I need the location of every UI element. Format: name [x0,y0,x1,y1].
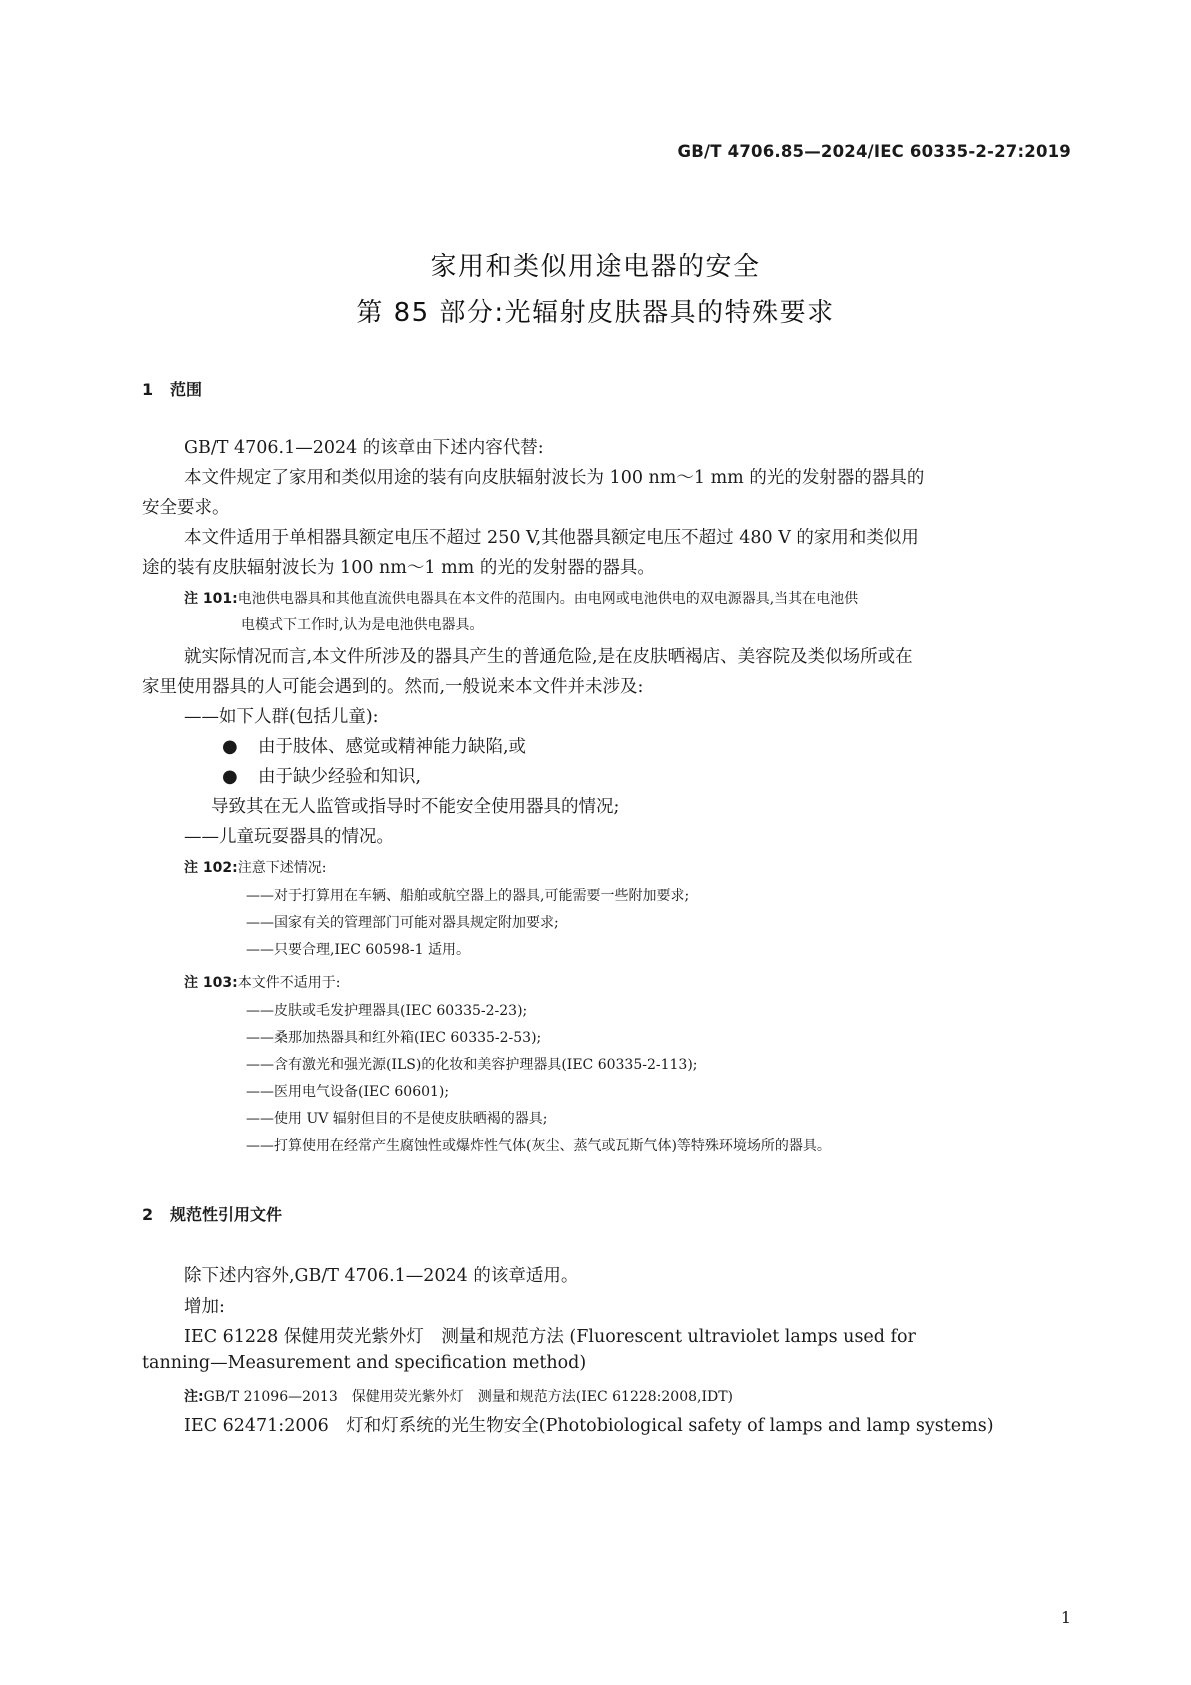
note-reference [184,1386,733,1406]
note-102-header [184,857,326,877]
note-101-line-2: 电模式下工作时,认为是电池供电器具。 [241,617,484,633]
bullet-text: 由于肢体、感觉或精神能力缺陷,或 [258,737,527,757]
document-title-line-2: 第 85 部分:光辐射皮肤器具的特殊要求 [356,298,835,328]
paragraph-apply-line-1: 本文件适用于单相器具额定电压不超过 250 V,其他器具额定电压不超过 480 V 的家用和类似用 [184,528,919,548]
document-title-line-1: 家用和类似用途电器的安全 [430,252,761,282]
section-1-title: 范围 [170,380,203,399]
paragraph-scope-line-2: 安全要求。 [142,498,230,518]
note-102-intro: 注意下述情况: [237,860,327,876]
paragraph-replace: GB/T 4706.1—2024 的该章由下述内容代替: [184,438,544,458]
note-reference-text: GB/T 21096—2013 保健用荧光紫外灯 测量和规范方法(IEC 61228:2008,IDT) [203,1389,734,1405]
note-102-item: ——只要合理,IEC 60598-1 适用。 [246,942,470,958]
dash-item-children: ——儿童玩耍器具的情况。 [184,827,394,847]
section-2-number: 2 [142,1205,154,1224]
section-2-title: 规范性引用文件 [170,1205,283,1224]
bullet-dot-icon: ● [222,766,238,787]
note-103-item: ——使用 UV 辐射但目的不是使皮肤晒褐的器具; [246,1111,548,1127]
note-101-text-1: 电池供电器具和其他直流供电器具在本文件的范围内。由电网或电池供电的双电源器具,当其在电池供 [237,591,859,607]
note-102-item: ——国家有关的管理部门可能对器具规定附加要求; [246,915,559,931]
reference-iec-62471: IEC 62471:2006 灯和灯系统的光生物安全(Photobiological safety of lamps and lamp systems) [184,1416,994,1436]
note-102-label: 注 102: [184,860,238,876]
paragraph-hazard-line-1: 就实际情况而言,本文件所涉及的器具产生的普通危险,是在皮肤晒褐店、美容院及类似场所或在 [184,647,913,667]
paragraph-scope-line-1: 本文件规定了家用和类似用途的装有向皮肤辐射波长为 100 nm～1 mm 的光的发射器的器具的 [184,468,925,488]
paragraph-hazard-line-2: 家里使用器具的人可能会遇到的。然而,一般说来本文件并未涉及: [142,677,644,697]
reference-iec-61228-line-1: IEC 61228 保健用荧光紫外灯 测量和规范方法 (Fluorescent ultraviolet lamps used for [184,1327,916,1347]
bullet-text: 由于缺少经验和知识, [258,767,422,787]
section-2-heading [142,1202,282,1225]
note-101-line-1 [184,588,858,608]
note-103-item: ——打算使用在经常产生腐蚀性或爆炸性气体(灰尘、蒸气或瓦斯气体)等特殊环境场所的器具。 [246,1138,831,1154]
section-1-number: 1 [142,380,154,399]
bullet-item [222,763,421,788]
paragraph-addition: 增加: [184,1297,225,1317]
note-reference-label: 注: [184,1389,204,1405]
note-103-item: ——医用电气设备(IEC 60601); [246,1084,450,1100]
paragraph-section-2-intro: 除下述内容外,GB/T 4706.1—2024 的该章适用。 [184,1266,579,1286]
section-1-heading [142,377,202,400]
note-103-intro: 本文件不适用于: [237,975,341,991]
note-101-label: 注 101: [184,591,238,607]
note-103-label: 注 103: [184,975,238,991]
dash-item-persons: ——如下人群(包括儿童): [184,707,379,727]
note-103-item: ——桑那加热器具和红外箱(IEC 60335-2-53); [246,1030,542,1046]
persons-tail: 导致其在无人监管或指导时不能安全使用器具的情况; [211,797,620,817]
note-103-item: ——皮肤或毛发护理器具(IEC 60335-2-23); [246,1003,528,1019]
note-102-item: ——对于打算用在车辆、船舶或航空器上的器具,可能需要一些附加要求; [246,888,690,904]
paragraph-apply-line-2: 途的装有皮肤辐射波长为 100 nm～1 mm 的光的发射器的器具。 [142,558,655,578]
note-103-header [184,972,340,992]
bullet-dot-icon: ● [222,736,238,757]
standard-code-header: GB/T 4706.85—2024/IEC 60335-2-27:2019 [677,142,1071,161]
note-103-item: ——含有激光和强光源(ILS)的化妆和美容护理器具(IEC 60335-2-113); [246,1057,698,1073]
page-number: 1 [1060,1608,1071,1627]
reference-iec-61228-line-2: tanning—Measurement and specification method) [142,1353,587,1373]
bullet-item [222,733,526,758]
